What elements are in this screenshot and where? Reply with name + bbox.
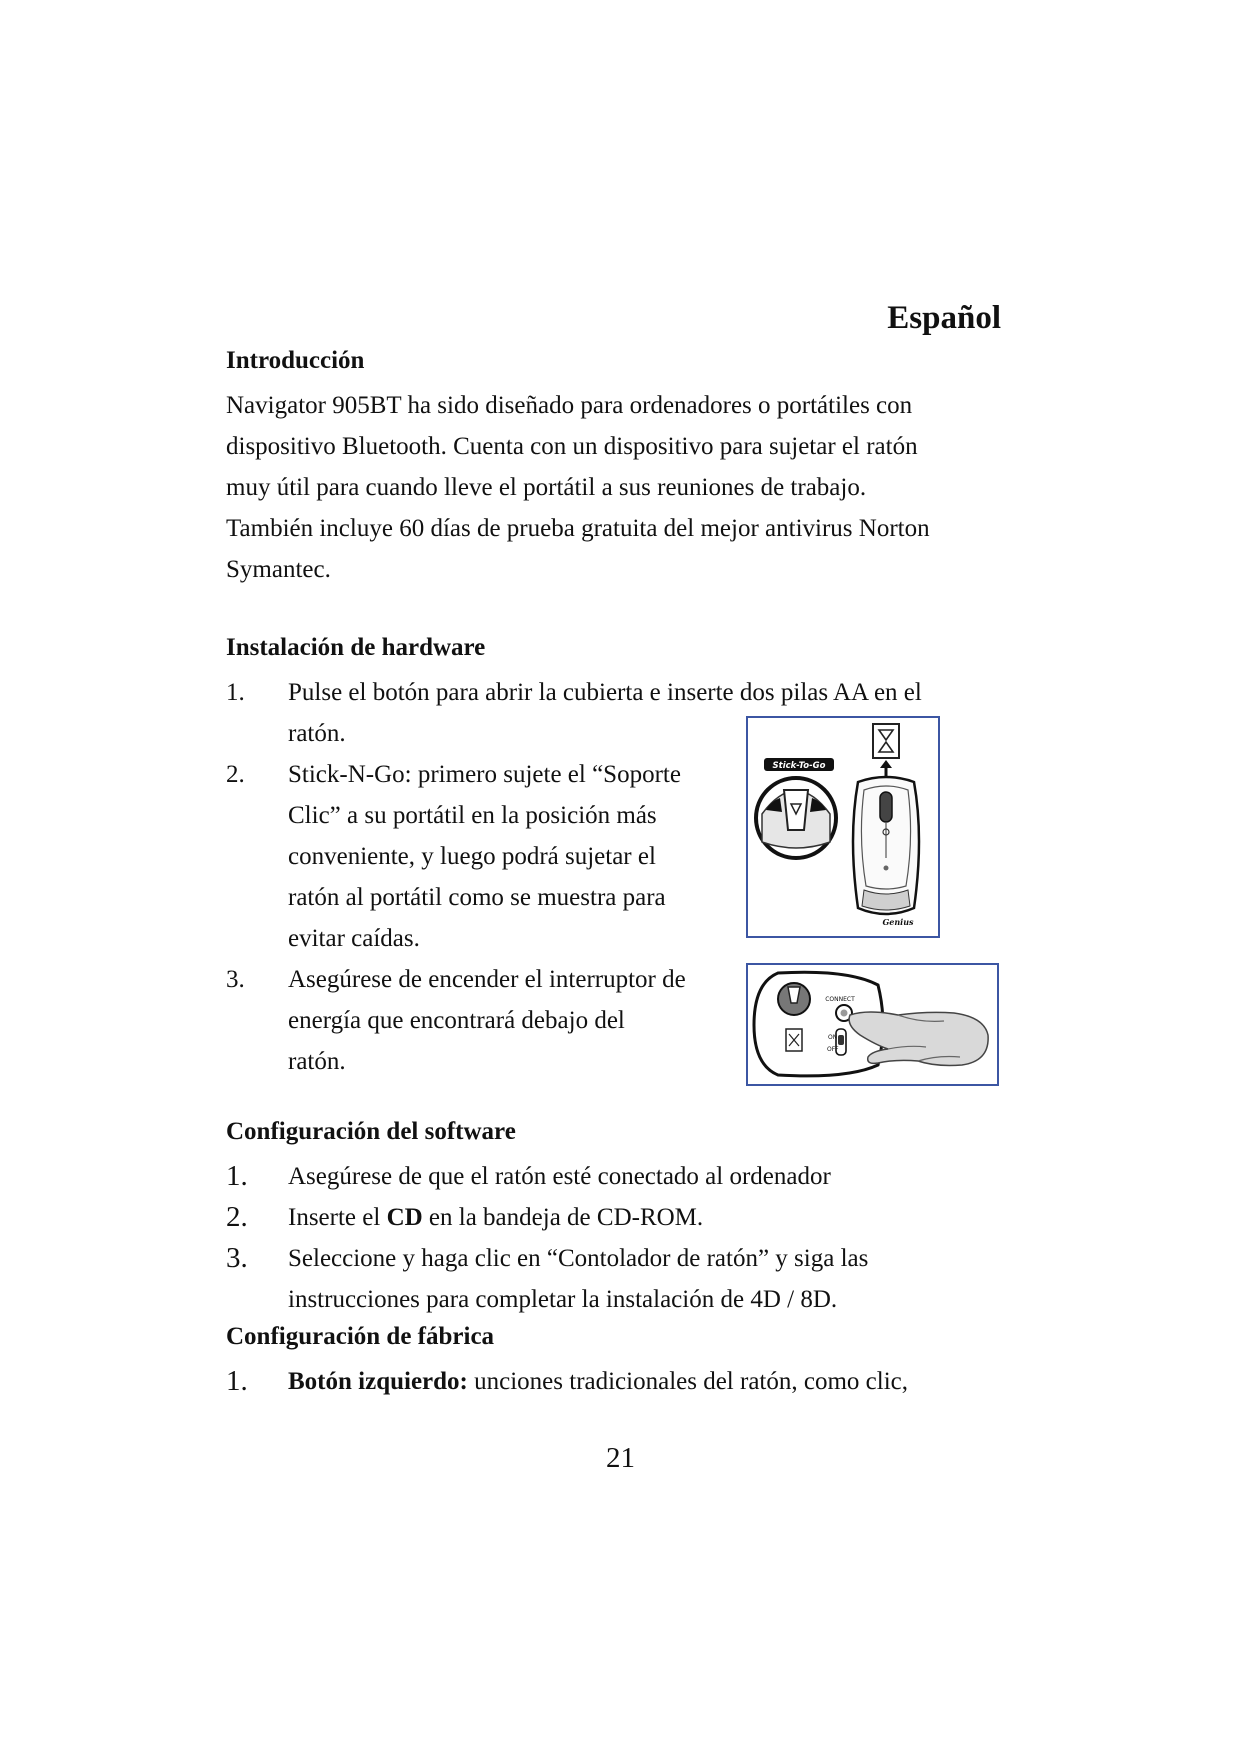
svg-text:OFF: OFF [827, 1046, 839, 1053]
item-line [288, 1197, 1028, 1238]
item-line: conveniente, y luego podrá sujetar el [288, 843, 656, 870]
page-number: 21 [606, 1442, 635, 1474]
item-line [288, 1361, 1028, 1402]
genius-logo: Genius [882, 917, 914, 927]
item-text: en la bandeja de CD-ROM. [422, 1204, 704, 1231]
item-line: Stick-N-Go: primero sujete el “Soporte [288, 761, 681, 788]
item-line: Pulse el botón para abrir la cubierta e inserte dos pilas AA en el [288, 679, 922, 706]
connect-label: CONNECT [825, 996, 855, 1003]
intro-line: También incluye 60 días de prueba gratuita del mejor antivirus Norton [226, 515, 930, 542]
connect-figure [746, 963, 999, 1086]
intro-line: muy útil para cuando lleve el portátil a sus reuniones de trabajo. [226, 474, 867, 501]
list-number: 3. [226, 1242, 248, 1274]
list-number: 2. [226, 1201, 248, 1233]
item-line: ratón al portátil como se muestra para [288, 884, 666, 911]
hardware-heading: Instalación de hardware [226, 634, 486, 661]
item-line: energía que encontrará debajo del [288, 1007, 625, 1034]
list-number: 1. [226, 679, 245, 706]
intro-line: Navigator 905BT ha sido diseñado para ordenadores o portátiles con [226, 392, 913, 419]
list-number: 1. [226, 1365, 248, 1397]
list-number: 3. [226, 966, 245, 993]
item-line: ratón. [288, 1048, 346, 1075]
item-line: evitar caídas. [288, 925, 420, 952]
stick-to-go-figure [746, 716, 940, 938]
item-text: unciones tradicionales del ratón, como clic, [467, 1368, 908, 1395]
language-title: Español [887, 300, 1001, 336]
intro-paragraph [226, 385, 1016, 590]
item-bold-text: CD [386, 1204, 423, 1231]
item-line: Clic” a su portátil en la posición más [288, 802, 657, 829]
svg-text:ON: ON [828, 1034, 838, 1041]
item-line: instrucciones para completar la instalación de 4D / 8D. [288, 1286, 838, 1313]
item-text: Inserte el [288, 1204, 387, 1231]
list-number: 2. [226, 761, 245, 788]
intro-line: Symantec. [226, 556, 331, 583]
item-line: Seleccione y haga clic en “Contolador de ratón” y siga las [288, 1245, 869, 1272]
mouse-bottom-illustration [748, 965, 997, 1084]
item-line: Asegúrese de que el ratón esté conectado al ordenador [288, 1163, 831, 1190]
item-line: Asegúrese de encender el interruptor de [288, 966, 686, 993]
list-number: 1. [226, 1160, 248, 1192]
item-line: ratón. [288, 720, 346, 747]
factory-heading: Configuración de fábrica [226, 1323, 495, 1350]
item-bold-text: Botón izquierdo: [288, 1368, 468, 1395]
stick-to-go-label: Stick-To-Go [772, 761, 826, 771]
mouse-top-illustration [748, 718, 938, 936]
software-heading: Configuración del software [226, 1118, 516, 1145]
scroll-wheel [880, 792, 892, 822]
intro-line: dispositivo Bluetooth. Cuenta con un dispositivo para sujetar el ratón [226, 433, 918, 460]
intro-heading: Introducción [226, 347, 365, 374]
